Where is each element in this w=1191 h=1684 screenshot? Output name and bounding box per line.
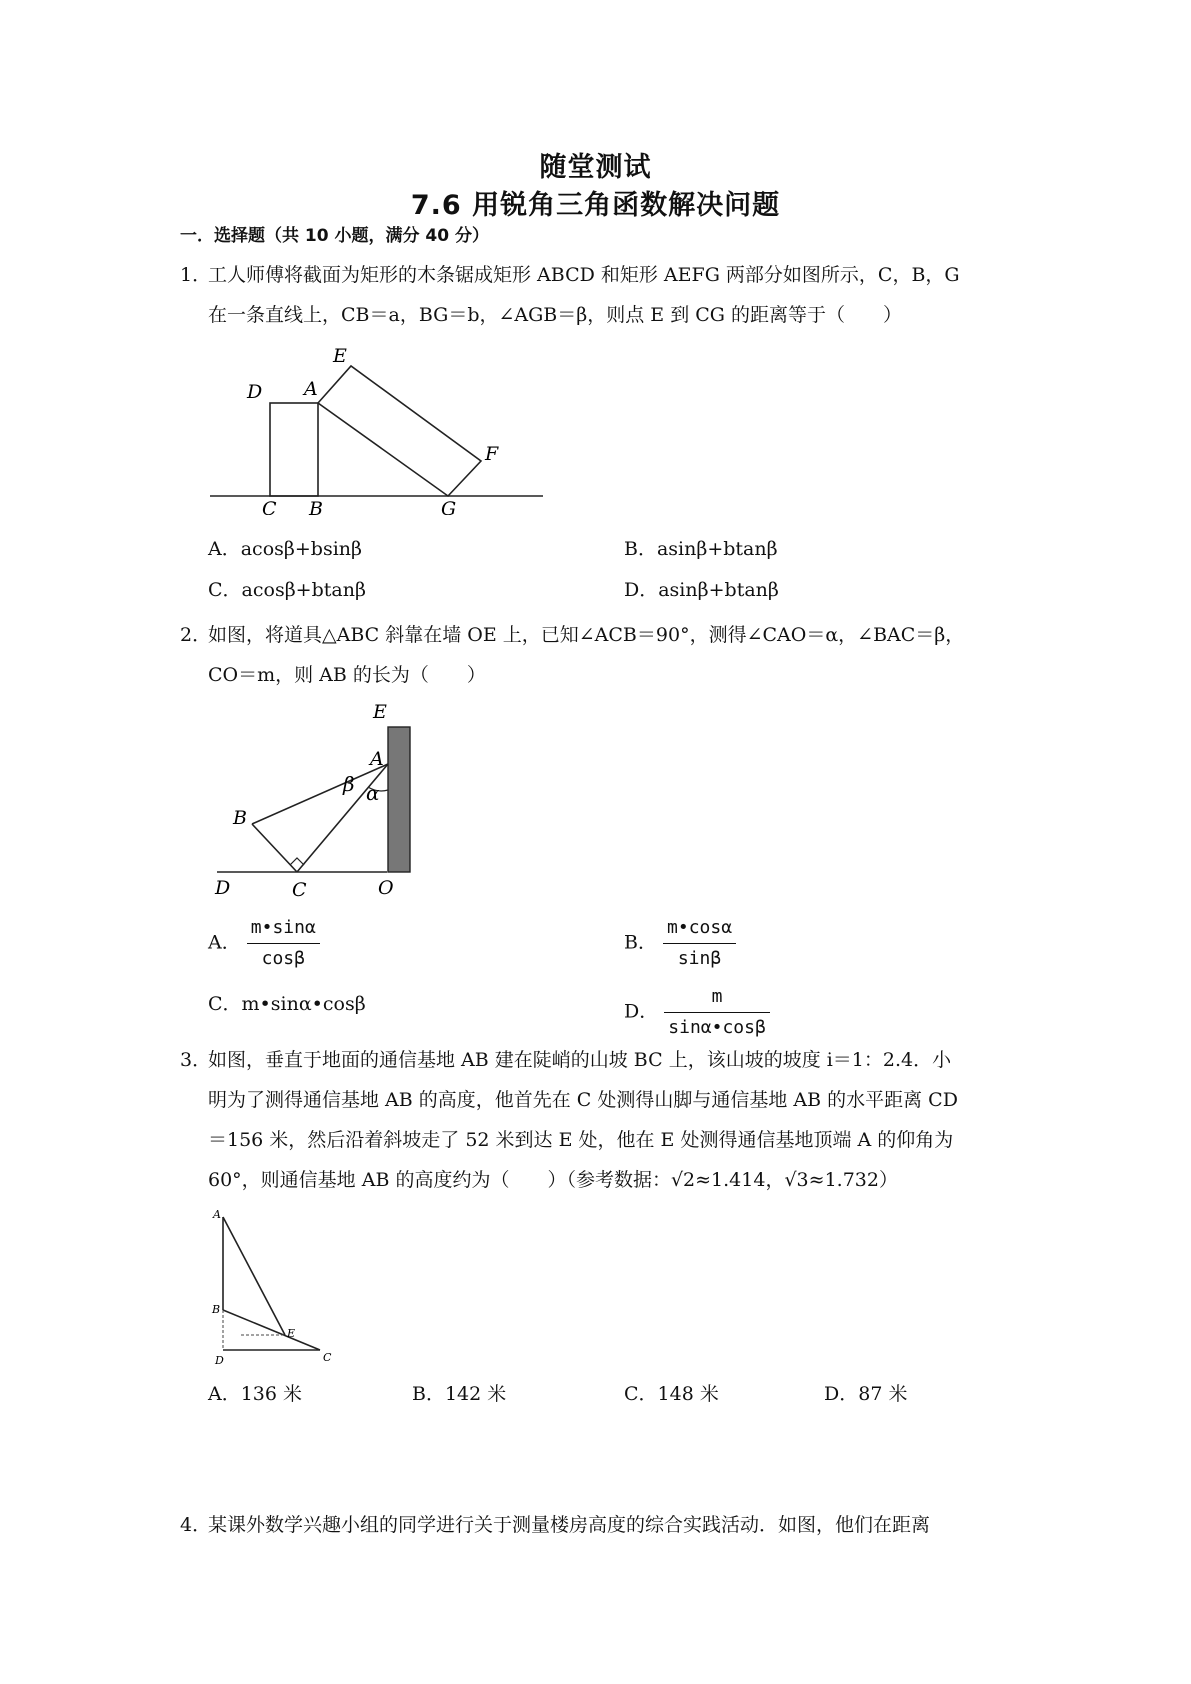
question-2 — [180, 615, 1020, 695]
question-text-line: 60°，则通信基地 AB 的高度约为（ ）（参考数据：√2≈1.414，√3≈1.732） — [208, 1169, 898, 1191]
option-3d[interactable]: D．87 米 — [824, 1383, 908, 1405]
section-heading: 一．选择题（共 10 小题，满分 40 分） — [180, 226, 489, 246]
numerator: m — [664, 983, 770, 1013]
option-2b[interactable] — [624, 914, 736, 973]
option-label: B． — [624, 931, 657, 954]
label-D: D — [215, 1354, 224, 1367]
fraction — [247, 914, 320, 973]
label-C: C — [262, 498, 277, 515]
option-label: D． — [624, 1000, 659, 1023]
label-A: A — [213, 1208, 221, 1221]
question-text-line: 如图，将道具△ABC 斜靠在墙 OE 上，已知∠ACB＝90°，测得∠CAO＝α，∠BAC＝β， — [208, 624, 965, 646]
denominator: cosβ — [261, 948, 305, 969]
numerator: m•sinα — [247, 914, 320, 944]
question-text-line: 在一条直线上，CB＝a，BG＝b，∠AGB＝β，则点 E 到 CG 的距离等于（ ） — [208, 304, 902, 326]
label-alpha: α — [366, 781, 380, 805]
question-3 — [180, 1040, 1020, 1200]
option-3c[interactable]: C．148 米 — [624, 1383, 719, 1405]
label-G: G — [441, 498, 457, 515]
label-E: E — [333, 345, 347, 367]
option-label: A． — [208, 931, 241, 954]
question-text-line: 工人师傅将截面为矩形的木条锯成矩形 ABCD 和矩形 AEFG 两部分如图所示，C，B，G — [208, 264, 960, 286]
option-2c[interactable]: C．m•sinα•cosβ — [208, 993, 366, 1015]
label-A: A — [370, 748, 384, 770]
question-number: 3． — [180, 1049, 212, 1071]
page-title: 随堂测试 — [539, 152, 652, 183]
label-D: D — [247, 381, 263, 403]
label-A: A — [304, 378, 318, 400]
question-number: 1． — [180, 264, 212, 286]
option-3b[interactable]: B．142 米 — [412, 1383, 507, 1405]
label-B: B — [233, 807, 247, 829]
figure-q2 — [205, 700, 435, 900]
page-subtitle: 7.6 用锐角三角函数解决问题 — [410, 190, 781, 221]
question-text-line: ＝156 米，然后沿着斜坡走了 52 米到达 E 处，他在 E 处测得通信基地顶端 A 的仰角为 — [208, 1129, 954, 1151]
question-number: 4． — [180, 1514, 212, 1536]
option-2d[interactable] — [624, 983, 770, 1042]
question-number: 2． — [180, 624, 212, 646]
question-1 — [180, 255, 1020, 335]
figure-q3 — [205, 1205, 345, 1370]
denominator: sinα•cosβ — [668, 1017, 766, 1038]
question-text-line: CO＝m，则 AB 的长为（ ） — [208, 664, 486, 686]
label-D: D — [215, 877, 231, 899]
option-1b[interactable]: B．asinβ+btanβ — [624, 538, 778, 560]
label-beta: β — [343, 772, 355, 796]
label-O: O — [378, 877, 394, 899]
option-3a[interactable]: A．136 米 — [208, 1383, 303, 1405]
question-text-line: 明为了测得通信基地 AB 的高度，他首先在 C 处测得山脚与通信基地 AB 的水平距离 CD — [208, 1089, 958, 1111]
numerator: m•cosα — [663, 914, 736, 944]
question-4 — [180, 1505, 1020, 1545]
label-C: C — [292, 879, 307, 900]
label-B: B — [309, 498, 323, 515]
option-1d[interactable]: D．asinβ+btanβ — [624, 579, 779, 601]
denominator: sinβ — [677, 948, 722, 969]
option-1c[interactable]: C．acosβ+btanβ — [208, 579, 366, 601]
label-F: F — [485, 443, 499, 465]
label-E: E — [287, 1327, 296, 1340]
fraction — [664, 983, 770, 1042]
question-text-line: 某课外数学兴趣小组的同学进行关于测量楼房高度的综合实践活动．如图，他们在距离 — [208, 1514, 931, 1536]
option-1a[interactable]: A．acosβ+bsinβ — [208, 538, 362, 560]
label-E: E — [373, 701, 387, 723]
option-2a[interactable] — [208, 914, 320, 973]
figure-q1 — [205, 340, 550, 515]
label-C: C — [323, 1351, 332, 1364]
fraction — [663, 914, 736, 973]
label-B: B — [212, 1303, 221, 1316]
question-text-line: 如图，垂直于地面的通信基地 AB 建在陡峭的山坡 BC 上，该山坡的坡度 i＝1：2.4．小 — [208, 1049, 952, 1071]
